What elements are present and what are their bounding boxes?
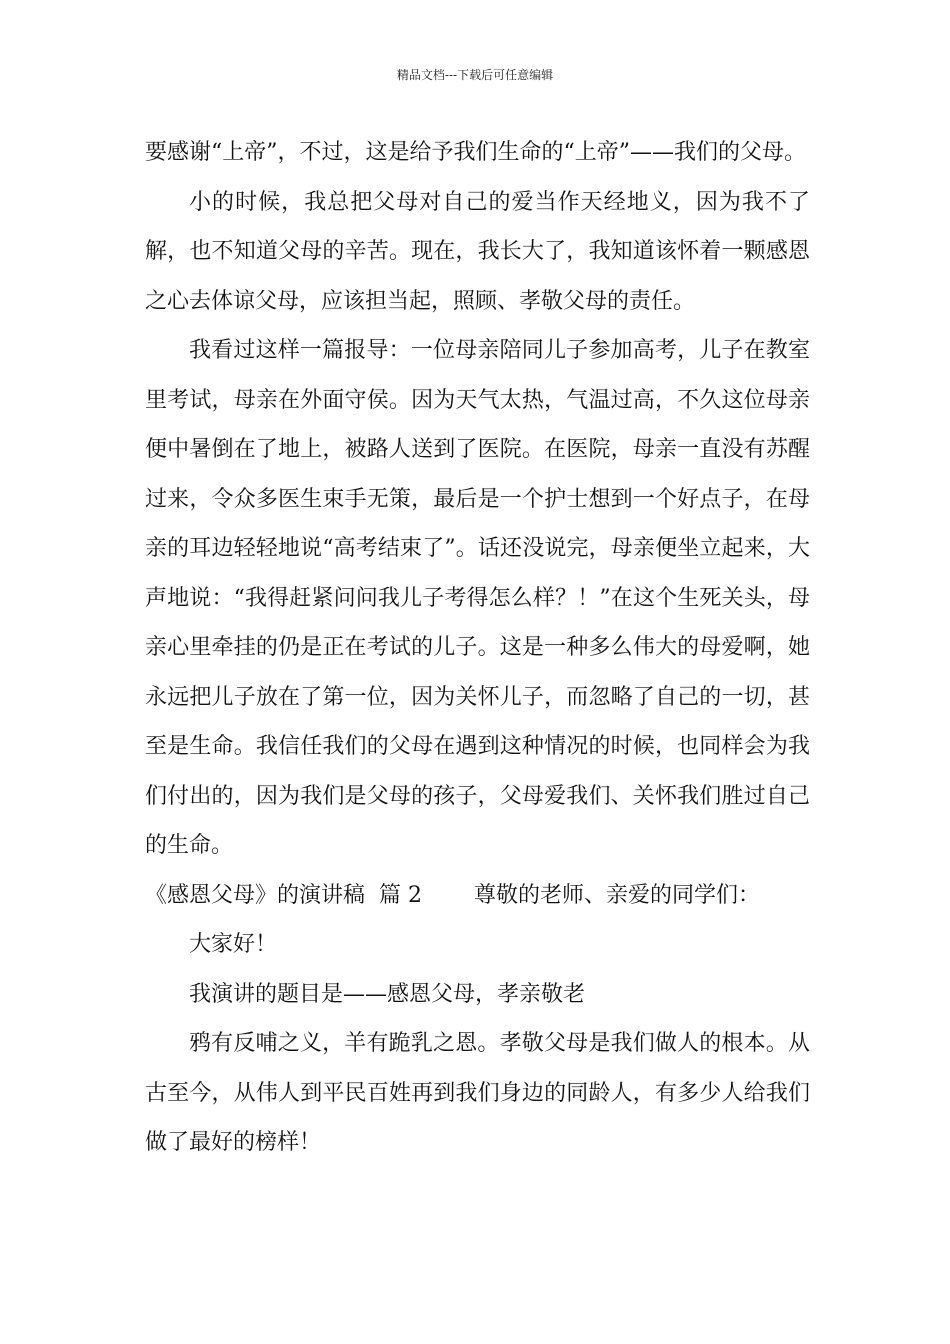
paragraph-intro-continuation: 要感谢“上帝”，不过，这是给予我们生命的“上帝”——我们的父母。 (145, 140, 806, 165)
paragraph-story: 我看过这样一篇报导：一位母亲陪同儿子参加高考，儿子在教室里考试，母亲在外面守侯。因为天气太热，气温过高，不久这位母亲便中暑倒在了地上，被路人送到了医院。在医院，母亲一直没有苏醒过来，令众多医生束手无策，最后是一个护士想到一个好点子，在母亲的耳边轻轻地说“高考结束了”。话还没说完，母亲便坐立起来，大声地说：“我得赶紧问问我儿子考得怎么样？！”在这个生死关头，母亲心里牵挂的仍是正在考试的儿子。这是一种多么伟大的母爱啊，她永远把儿子放在了第一位，因为关怀儿子，而忽略了自己的一切，甚至是生命。我信任我们的父母在遇到这种情况的时候，也同样会为我们付出的，因为我们是父母的孩子，父母爱我们、关怀我们胜过自己的生命。 (145, 338, 810, 858)
document-body (145, 128, 810, 1168)
section-salutation: 尊敬的老师、亲爱的同学们： (474, 882, 761, 908)
page-header: 精品文档---下载后可任意编辑 (396, 68, 554, 82)
paragraph-greeting: 大家好！ (189, 932, 278, 957)
section-heading (145, 871, 810, 921)
paragraph-closing: 鸦有反哺之义，羊有跪乳之恩。孝敬父母是我们做人的根本。从古至今，从伟人到平民百姓再到我们身边的同龄人，有多少人给我们做了最好的榜样！ (145, 1031, 810, 1155)
paragraph-childhood: 小的时候，我总把父母对自己的爱当作天经地义，因为我不了解，也不知道父母的辛苦。现在，我长大了，我知道该怀着一颗感恩之心去体谅父母，应该担当起，照顾、孝敬父母的责任。 (145, 189, 810, 314)
section-number: 篇 2 (379, 882, 423, 908)
section-title: 《感恩父母》的演讲稿 (145, 882, 366, 908)
paragraph-topic: 我演讲的题目是——感恩父母，孝亲敬老 (189, 981, 586, 1007)
